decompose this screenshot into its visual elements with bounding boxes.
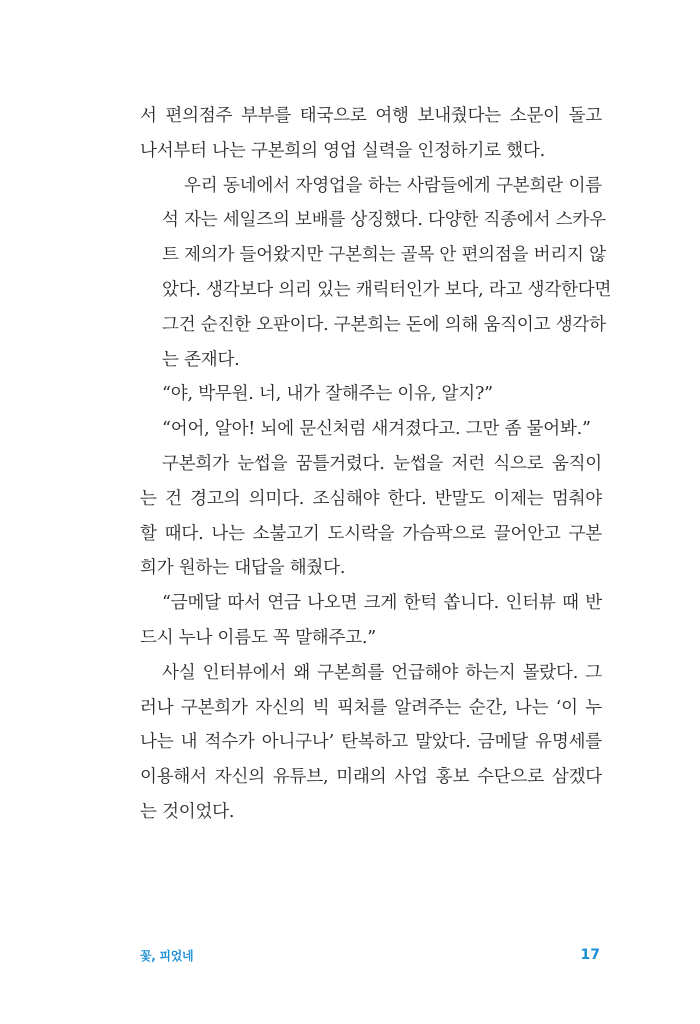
text-line: 나는 내 적수가 아니구나’ 탄복하고 말았다. 금메달 유명세를	[140, 732, 602, 753]
dialogue-line: “야, 박무원. 너, 내가 잘해주는 이유, 알지?”	[162, 384, 493, 405]
paragraph	[140, 656, 602, 830]
text-line: 서 편의점주 부부를 태국으로 여행 보내줬다는 소문이 돌고	[140, 106, 602, 126]
text-line: 석 자는 세일즈의 보배를 상징했다. 다양한 직종에서 스카우	[162, 210, 606, 231]
text-line: 우리 동네에서 자영업을 하는 사람들에게 구본희란 이름	[184, 175, 602, 196]
text-line: 희가 원하는 대답을 해줬다.	[140, 558, 346, 579]
dialogue-line: 드시 누나 이름도 꼭 말해주고.”	[140, 627, 377, 648]
paragraph	[140, 586, 602, 656]
paragraph	[140, 377, 602, 412]
text-line: 러나 구본희가 자신의 빅 픽처를 알려주는 순간, 나는 ‘이 누	[140, 697, 602, 718]
text-line: 는 건 경고의 의미다. 조심해야 한다. 반말도 이제는 멈춰야	[140, 488, 602, 509]
page-number: 17	[580, 947, 600, 963]
text-line: 구본희가 눈썹을 꿈틀거렸다. 눈썹을 저런 식으로 움직이	[162, 453, 602, 474]
text-line: 이용해서 자신의 유튜브, 미래의 사업 홍보 수단으로 삼겠다	[140, 767, 602, 788]
page-footer	[140, 944, 600, 966]
dialogue-line: “어어, 알아! 뇌에 문신처럼 새겨졌다고. 그만 좀 물어봐.”	[162, 419, 591, 440]
text-line: 할 때다. 나는 소불고기 도시락을 가슴팍으로 끌어안고 구본	[140, 523, 602, 544]
text-line: 는 것이었다.	[140, 801, 235, 822]
paragraph	[140, 447, 602, 586]
paragraph	[140, 412, 602, 447]
text-line: 는 존재다.	[162, 349, 240, 370]
text-line: 나서부터 나는 구본희의 영업 실력을 인정하기로 했다.	[140, 140, 546, 161]
dialogue-line: “금메달 따서 연금 나오면 크게 한턱 쏩니다. 인터뷰 때 반	[162, 593, 602, 614]
paragraph	[140, 169, 612, 378]
text-line: 사실 인터뷰에서 왜 구본희를 언급해야 하는지 몰랐다. 그	[162, 662, 602, 683]
text-line: 그건 순진한 오판이다. 구본희는 돈에 의해 움직이고 생각하	[162, 314, 606, 335]
body-text	[140, 99, 612, 830]
paragraph	[140, 99, 602, 169]
text-line: 트 제의가 들어왔지만 구본희는 골목 안 편의점을 버리지 않	[162, 245, 606, 266]
running-title: 꽃, 피었네	[140, 948, 194, 963]
text-line: 았다. 생각보다 의리 있는 캐릭터인가 보다, 라고 생각한다면	[162, 279, 612, 300]
